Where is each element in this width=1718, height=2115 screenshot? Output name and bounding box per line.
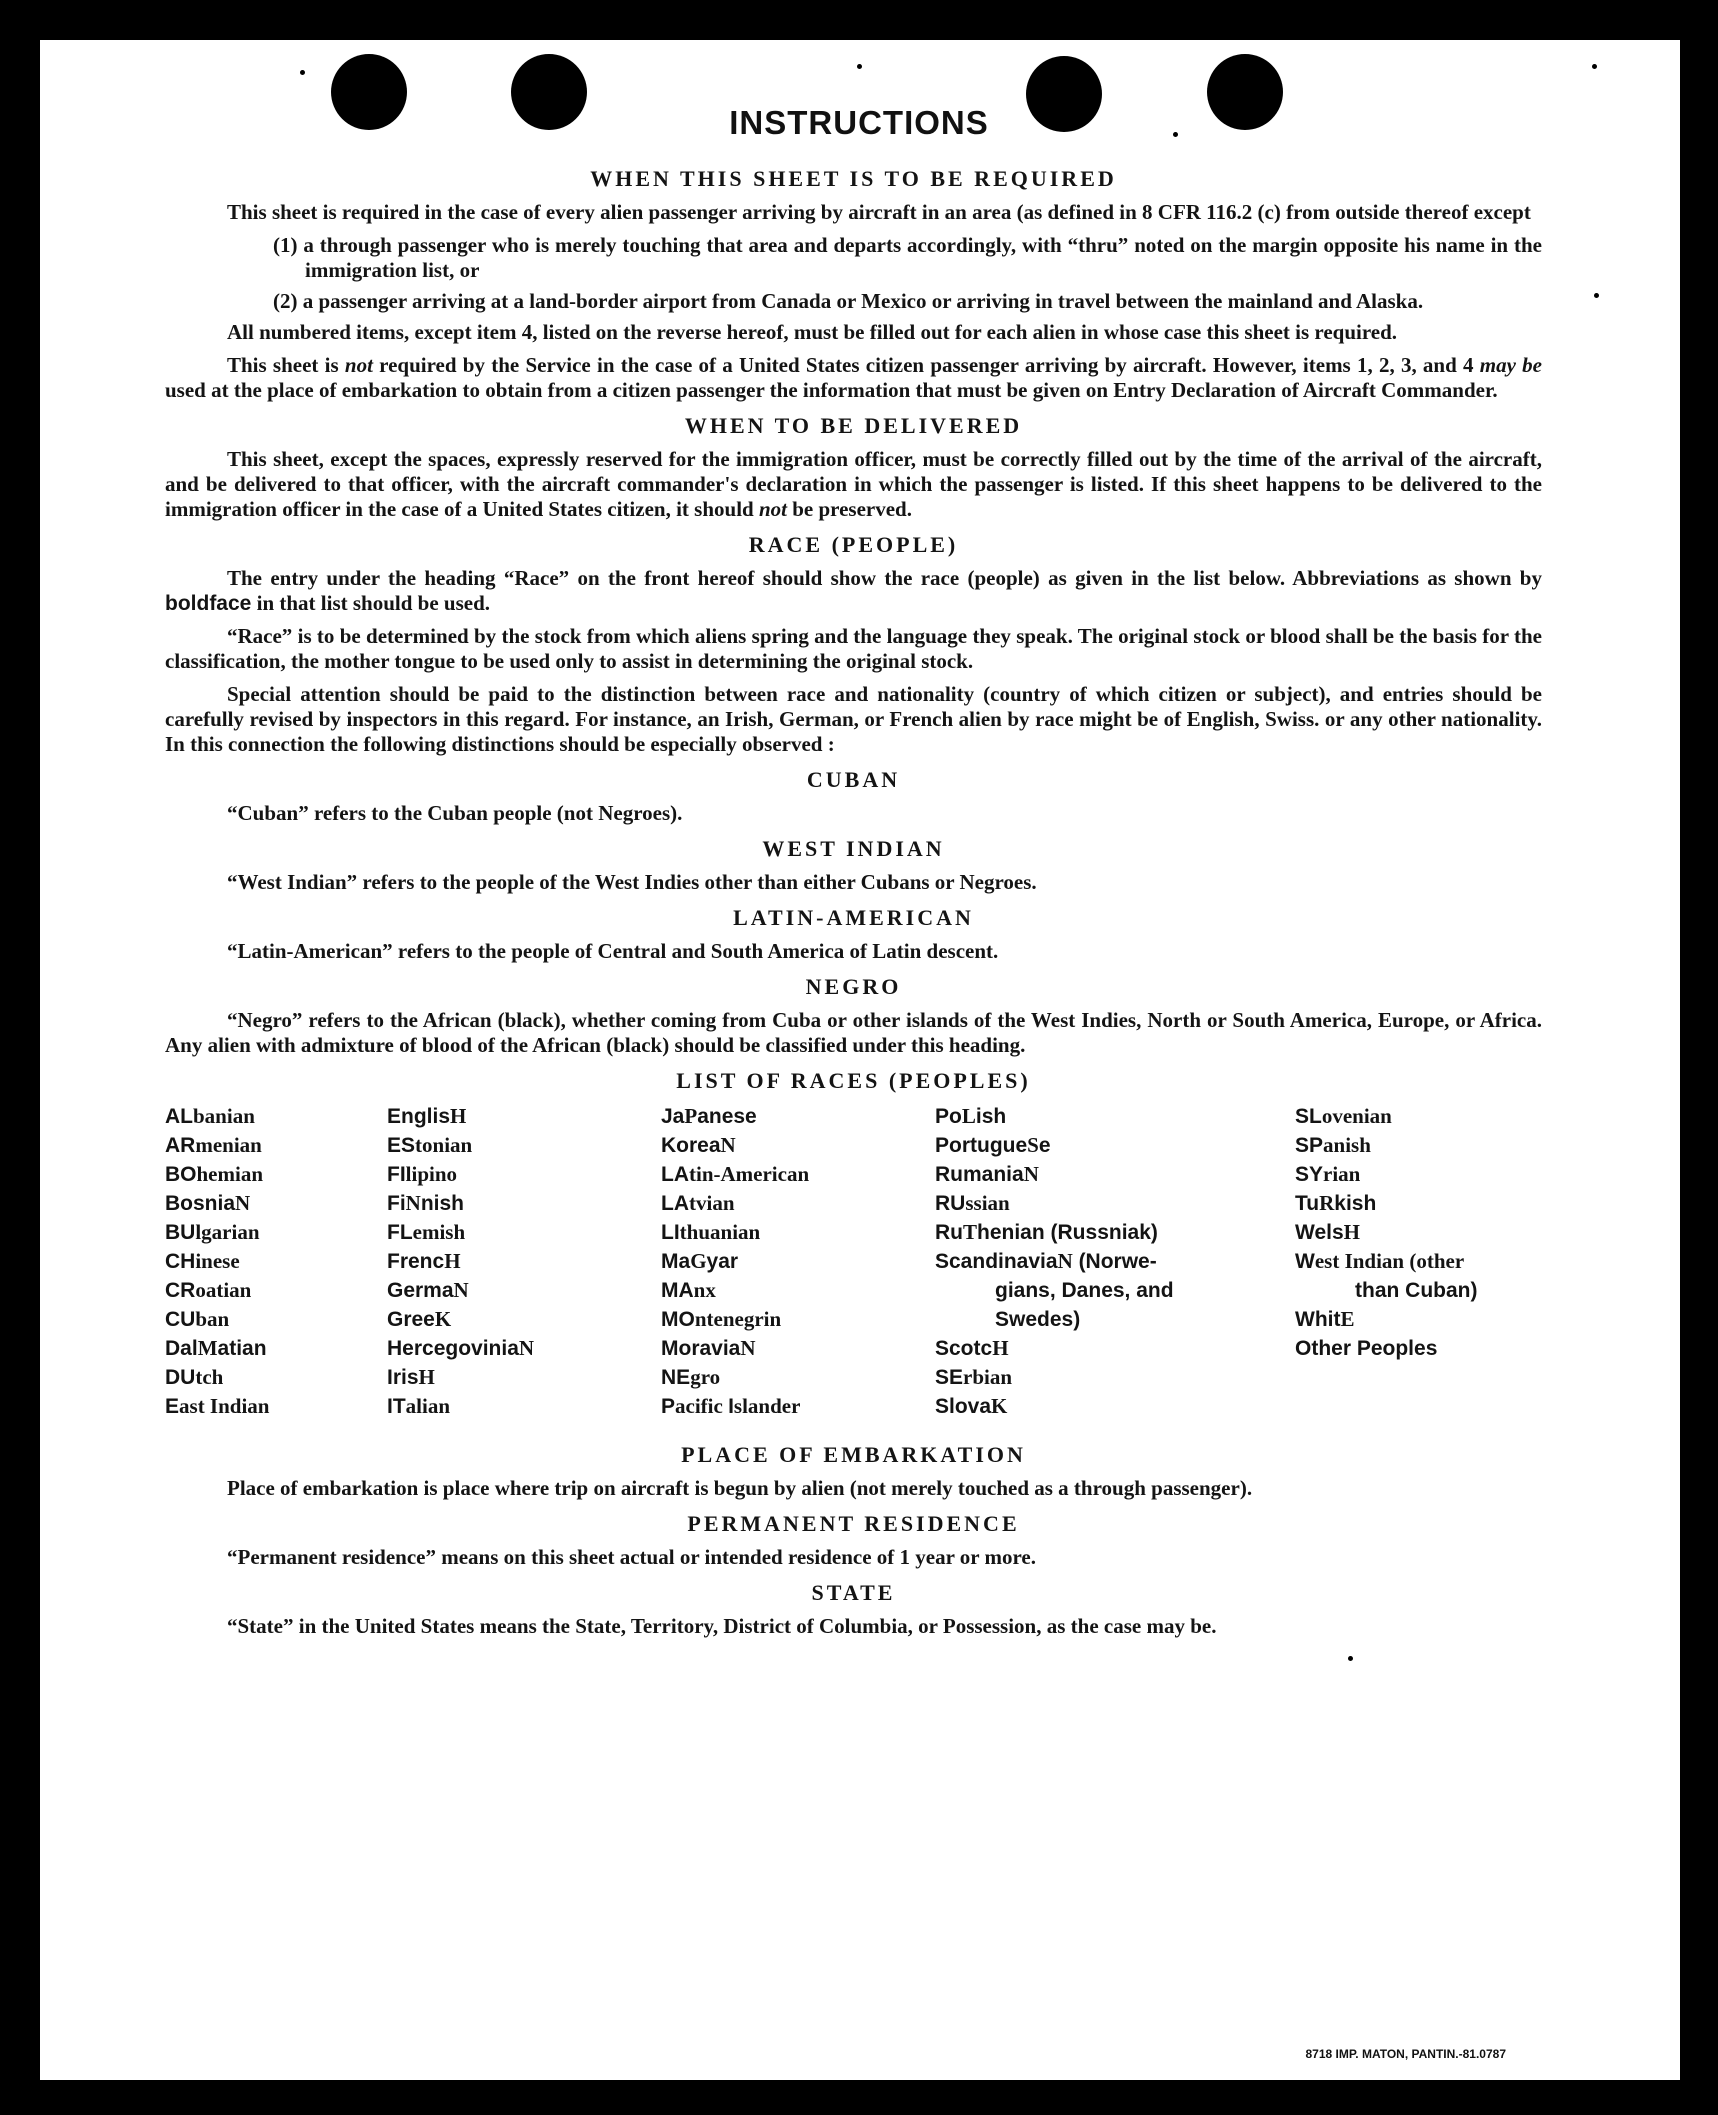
- race-abbreviation: ES: [387, 1134, 416, 1157]
- race-abbreviation: Moravia: [661, 1337, 741, 1360]
- paragraph-required-intro: This sheet is required in the case of every alien passenger arriving by aircraft in an area (as defined in 8 CFR 116.2 (c) from outside thereof except: [227, 200, 1531, 224]
- race-text: ovenian: [1321, 1104, 1392, 1128]
- race-entry: [661, 1334, 809, 1363]
- race-abbreviation: NE: [661, 1366, 691, 1389]
- race-text: N: [453, 1278, 469, 1302]
- paragraph-race-3: Special attention should be paid to the distinction between race and nationality (country of which citizen or subject), and entries should be carefully revised by inspectors in this regard. For instance, an Irish, German, or French alien by race might be of English, Swiss. or any other nationality. In this connection the following distinctions should be especially observed :: [165, 682, 1542, 756]
- race-abbreviation: MA: [661, 1279, 694, 1302]
- race-text: H: [1343, 1220, 1360, 1244]
- race-entry: [165, 1276, 269, 1305]
- race-entry: [387, 1363, 534, 1392]
- race-abbreviation: anese: [697, 1105, 757, 1128]
- paragraph-negro: “Negro” refers to the African (black), whether coming from Cuba or other islands of the West Indies, North or South America, Europe, or Africa. Any alien with admixture of blood of the African (black) should be classified under this heading.: [165, 1008, 1542, 1057]
- race-abbreviation: RU: [935, 1192, 966, 1215]
- race-entry: [661, 1392, 809, 1421]
- race-abbreviation: BU: [165, 1221, 196, 1244]
- race-entry: [935, 1247, 1174, 1276]
- race-entry: [1295, 1276, 1477, 1305]
- text-run: in that list should be used.: [251, 591, 491, 615]
- race-abbreviation: nish: [420, 1192, 465, 1215]
- race-entry: [165, 1218, 269, 1247]
- race-text: L: [961, 1104, 976, 1128]
- race-text: N: [1057, 1249, 1073, 1273]
- race-text: K: [434, 1307, 452, 1331]
- text-run: The entry under the heading “Race” on the front hereof should show the race (people) as given in the list below. Abbreviations as shown by: [227, 566, 1542, 590]
- heading-permanent-residence: PERMANENT RESIDENCE: [687, 1511, 1020, 1536]
- paragraph-state: “State” in the United States means the State, Territory, District of Columbia, or Possession, as the case may be.: [227, 1614, 1217, 1638]
- race-text: M: [197, 1336, 218, 1360]
- race-entry: [1295, 1160, 1477, 1189]
- race-text: S: [1027, 1133, 1039, 1157]
- race-text: tvian: [689, 1191, 735, 1215]
- emphasis: may be: [1479, 353, 1542, 377]
- race-entry: [165, 1363, 269, 1392]
- race-text: ast Indian: [179, 1394, 270, 1418]
- race-text: T: [963, 1220, 978, 1244]
- heading-race: RACE (PEOPLE): [748, 532, 959, 557]
- race-entry: [935, 1305, 1174, 1334]
- race-abbreviation: LI: [661, 1221, 680, 1244]
- race-text: N: [740, 1336, 756, 1360]
- race-text: P: [684, 1104, 698, 1128]
- race-abbreviation: Swedes): [995, 1308, 1081, 1331]
- race-abbreviation: yar: [706, 1250, 739, 1273]
- race-text: tch: [195, 1365, 224, 1389]
- race-abbreviation: Dal: [165, 1337, 198, 1360]
- race-text: lipino: [405, 1162, 458, 1186]
- race-entry: [661, 1189, 809, 1218]
- race-entry: [1295, 1102, 1477, 1131]
- heading-west-indian: WEST INDIAN: [762, 836, 945, 861]
- race-abbreviation: Englis: [387, 1105, 451, 1128]
- race-entry: [387, 1189, 534, 1218]
- race-entry: [935, 1102, 1174, 1131]
- race-abbreviation: Portugue: [935, 1134, 1028, 1157]
- race-entry: [935, 1392, 1174, 1421]
- text-run: This sheet, except the spaces, expressly reserved for the immigration officer, must be correctly filled out by the time of the arrival of the aircraft, and be delivered to that officer, with the aircraft commander's declaration in which the passenger is listed. If this sheet happens to be delivered to the immigration officer in the case of a United States citizen, it should: [165, 447, 1542, 521]
- text-run: This sheet is: [227, 353, 345, 377]
- race-entry: [661, 1131, 809, 1160]
- race-entry: [1295, 1247, 1477, 1276]
- race-text: ntenegrin: [694, 1307, 782, 1331]
- text-run: used at the place of embarkation to obtain from a citizen passenger the information that must be given on Entry Declaration of Aircraft Commander.: [165, 378, 1498, 402]
- race-text: gro: [690, 1365, 721, 1389]
- race-text: thuanian: [679, 1220, 761, 1244]
- race-abbreviation: gians, Danes, and: [995, 1279, 1174, 1302]
- race-abbreviation: Ru: [935, 1221, 963, 1244]
- race-abbreviation: kish: [1334, 1192, 1377, 1215]
- speck: [1348, 1656, 1353, 1661]
- race-abbreviation: Tu: [1295, 1192, 1320, 1215]
- race-abbreviation: Korea: [661, 1134, 721, 1157]
- race-abbreviation: P: [661, 1395, 676, 1418]
- races-column-1: [165, 1102, 269, 1421]
- paragraph-cuban: “Cuban” refers to the Cuban people (not Negroes).: [227, 801, 683, 825]
- speck: [300, 70, 305, 75]
- race-abbreviation: CR: [165, 1279, 196, 1302]
- speck: [1592, 64, 1597, 69]
- race-abbreviation: MO: [661, 1308, 695, 1331]
- race-abbreviation: IT: [387, 1395, 406, 1418]
- race-abbreviation: Fi: [387, 1192, 406, 1215]
- race-entry: [387, 1305, 534, 1334]
- race-text: N: [518, 1336, 535, 1360]
- race-text: K: [991, 1394, 1008, 1418]
- race-entry: [387, 1131, 534, 1160]
- paragraph-race-1: [165, 566, 1542, 616]
- race-abbreviation: ish: [975, 1105, 1007, 1128]
- race-text: emish: [412, 1220, 466, 1244]
- race-abbreviation: SE: [935, 1366, 964, 1389]
- exception-item-1: (1) a through passenger who is merely touching that area and departs accordingly, with “thru” noted on the margin opposite his name in the immigration list, or: [273, 233, 1542, 282]
- race-entry: [165, 1131, 269, 1160]
- race-abbreviation: Rumania: [935, 1163, 1024, 1186]
- heading-state: STATE: [811, 1580, 896, 1605]
- race-entry: [1295, 1305, 1477, 1334]
- race-abbreviation: atian: [217, 1337, 267, 1360]
- race-text: N: [720, 1133, 736, 1157]
- race-abbreviation: Frenc: [387, 1250, 445, 1273]
- race-entry: [935, 1160, 1174, 1189]
- race-entry: [165, 1305, 269, 1334]
- races-column-3: [661, 1102, 809, 1421]
- race-abbreviation: LA: [661, 1192, 689, 1215]
- race-entry: [1295, 1334, 1477, 1363]
- race-entry: [387, 1247, 534, 1276]
- heading-when-required: WHEN THIS SHEET IS TO BE REQUIRED: [590, 166, 1117, 191]
- printer-imprint: 8718 IMP. MATON, PANTIN.-81.0787: [1305, 2047, 1506, 2061]
- races-column-5: [1295, 1102, 1477, 1363]
- race-abbreviation: Slova: [935, 1395, 992, 1418]
- race-abbreviation: Other Peoples: [1295, 1337, 1438, 1360]
- race-text: tonian: [415, 1133, 473, 1157]
- race-abbreviation: I: [728, 1395, 734, 1418]
- race-abbreviation: e: [1038, 1134, 1051, 1157]
- race-abbreviation: SL: [1295, 1105, 1322, 1128]
- race-text: G: [690, 1249, 707, 1273]
- text-run: required by the Service in the case of a United States citizen passenger arriving by aircraft. However, items 1, 2, 3, and 4: [372, 353, 1480, 377]
- race-entry: [935, 1363, 1174, 1392]
- paragraph-permanent-residence: “Permanent residence” means on this sheet actual or intended residence of 1 year or more.: [227, 1545, 1036, 1569]
- race-abbreviation: Germa: [387, 1279, 454, 1302]
- race-text: lgarian: [195, 1220, 260, 1244]
- race-entry: [661, 1276, 809, 1305]
- race-abbreviation: henian (Russniak): [977, 1221, 1158, 1244]
- race-abbreviation: (Norwe-: [1072, 1250, 1157, 1273]
- race-text: ban: [195, 1307, 230, 1331]
- race-text: oatian: [195, 1278, 252, 1302]
- boldface-word: boldface: [165, 592, 252, 615]
- race-text: tin-American: [689, 1162, 810, 1186]
- race-entry: [935, 1218, 1174, 1247]
- races-list: [165, 1102, 1542, 1432]
- race-abbreviation: SP: [1295, 1134, 1324, 1157]
- heading-place-of-embarkation: PLACE OF EMBARKATION: [681, 1442, 1026, 1467]
- race-text: E: [1340, 1307, 1355, 1331]
- race-entry: [165, 1102, 269, 1131]
- race-entry: [1295, 1131, 1477, 1160]
- race-abbreviation: LA: [661, 1163, 689, 1186]
- race-entry: [1295, 1189, 1477, 1218]
- race-abbreviation: Gree: [387, 1308, 435, 1331]
- paragraph-delivered: [165, 447, 1542, 522]
- race-text: R: [1319, 1191, 1335, 1215]
- race-text: H: [418, 1365, 435, 1389]
- race-abbreviation: AL: [165, 1105, 193, 1128]
- race-entry: [387, 1218, 534, 1247]
- race-abbreviation: Whit: [1295, 1308, 1341, 1331]
- race-abbreviation: Bosnia: [165, 1192, 236, 1215]
- race-entry: [387, 1276, 534, 1305]
- race-text: N: [235, 1191, 251, 1215]
- paragraph-west-indian: “West Indian” refers to the people of the West Indies other than either Cubans or Negroes.: [227, 870, 1037, 894]
- race-entry: [387, 1102, 534, 1131]
- race-abbreviation: Ja: [661, 1105, 685, 1128]
- race-abbreviation: Scandinavia: [935, 1250, 1058, 1273]
- instructions-body: [165, 156, 1542, 1647]
- heading-negro: NEGRO: [805, 974, 902, 999]
- race-entry: [661, 1102, 809, 1131]
- race-text: rian: [1323, 1162, 1361, 1186]
- speck: [1594, 293, 1599, 298]
- race-text: inese: [195, 1249, 240, 1273]
- race-entry: [165, 1160, 269, 1189]
- race-abbreviation: CU: [165, 1308, 196, 1331]
- race-text: acific: [675, 1394, 729, 1418]
- paragraph-embarkation: Place of embarkation is place where trip on aircraft is begun by alien (not merely touched as a through passenger).: [227, 1476, 1253, 1500]
- race-text: rbian: [963, 1365, 1013, 1389]
- heading-latin-american: LATIN-AMERICAN: [733, 905, 974, 930]
- race-text: alian: [405, 1394, 451, 1418]
- race-abbreviation: Ma: [661, 1250, 691, 1273]
- race-abbreviation: Wels: [1295, 1221, 1344, 1244]
- race-entry: [165, 1334, 269, 1363]
- race-abbreviation: SY: [1295, 1163, 1324, 1186]
- heading-cuban: CUBAN: [806, 767, 901, 792]
- race-entry: [387, 1160, 534, 1189]
- race-text: banian: [193, 1104, 255, 1128]
- race-entry: [387, 1334, 534, 1363]
- race-abbreviation: Po: [935, 1105, 962, 1128]
- exception-item-2: (2) a passenger arriving at a land-border airport from Canada or Mexico or arriving in travel between the mainland and Alaska.: [273, 289, 1424, 313]
- race-text: nx: [693, 1278, 716, 1302]
- race-entry: [661, 1160, 809, 1189]
- race-abbreviation: CH: [165, 1250, 196, 1273]
- race-entry: [661, 1247, 809, 1276]
- paragraph-race-2: “Race” is to be determined by the stock from which aliens spring and the language they speak. The original stock or blood shall be the basis for the classification, the mother tongue to be used only to assist in determining the original stock.: [165, 624, 1542, 673]
- race-abbreviation: Scotc: [935, 1337, 993, 1360]
- race-entry: [661, 1363, 809, 1392]
- race-entry: [935, 1131, 1174, 1160]
- page-title: INSTRUCTIONS: [729, 104, 989, 141]
- text-run: be preserved.: [786, 497, 912, 521]
- race-entry: [165, 1189, 269, 1218]
- race-entry: [935, 1334, 1174, 1363]
- race-abbreviation: FL: [387, 1221, 413, 1244]
- paragraph-latin-american: “Latin-American” refers to the people of Central and South America of Latin descent.: [227, 939, 999, 963]
- race-abbreviation: DU: [165, 1366, 196, 1389]
- race-entry: [165, 1247, 269, 1276]
- race-abbreviation: Iris: [387, 1366, 419, 1389]
- race-abbreviation: BO: [165, 1163, 197, 1186]
- race-text: menian: [195, 1133, 262, 1157]
- race-text: anish: [1323, 1133, 1371, 1157]
- race-text: H: [992, 1336, 1009, 1360]
- race-entry: [935, 1189, 1174, 1218]
- race-entry: [1295, 1218, 1477, 1247]
- race-abbreviation: E: [165, 1395, 180, 1418]
- race-text: N: [405, 1191, 421, 1215]
- race-entry: [661, 1305, 809, 1334]
- race-abbreviation: FI: [387, 1163, 406, 1186]
- race-text: N: [1023, 1162, 1039, 1186]
- race-entry: [387, 1392, 534, 1421]
- emphasis: not: [344, 353, 373, 377]
- race-abbreviation: AR: [165, 1134, 196, 1157]
- paragraph-not-required: [165, 353, 1542, 403]
- race-abbreviation: Hercegovinia: [387, 1337, 519, 1360]
- race-entry: [165, 1392, 269, 1421]
- heading-list-of-races: LIST OF RACES (PEOPLES): [676, 1068, 1031, 1093]
- race-text: H: [450, 1104, 467, 1128]
- paragraph-numbered-items: All numbered items, except item 4, listed on the reverse hereof, must be filled out for each alien in whose case this sheet is required.: [227, 320, 1398, 344]
- race-text: H: [444, 1249, 461, 1273]
- race-abbreviation: W: [1295, 1250, 1315, 1273]
- speck: [857, 64, 862, 69]
- race-text: hemian: [196, 1162, 264, 1186]
- emphasis: not: [758, 497, 787, 521]
- races-column-2: [387, 1102, 534, 1421]
- race-abbreviation: than Cuban): [1355, 1279, 1478, 1302]
- races-column-4: [935, 1102, 1174, 1421]
- race-entry: [935, 1276, 1174, 1305]
- heading-when-delivered: WHEN TO BE DELIVERED: [684, 413, 1023, 438]
- race-text: est Indian (other: [1314, 1249, 1465, 1273]
- race-text: ssian: [965, 1191, 1010, 1215]
- race-entry: [661, 1218, 809, 1247]
- race-text: slander: [733, 1394, 801, 1418]
